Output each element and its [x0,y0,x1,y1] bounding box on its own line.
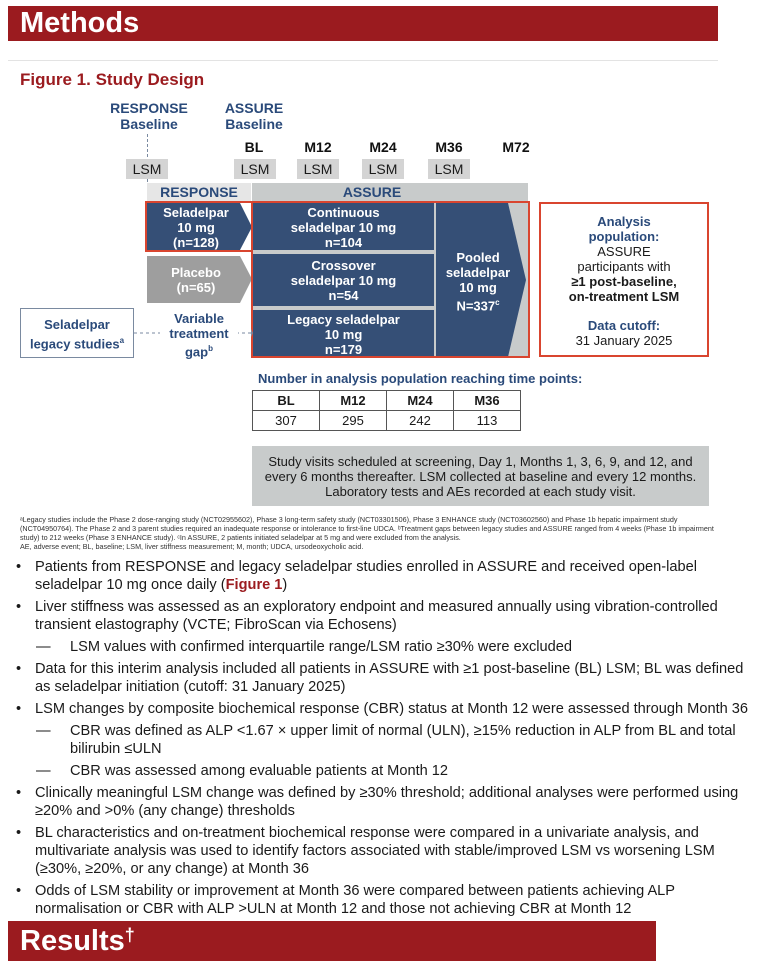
response-baseline-label: RESPONSE Baseline [110,100,188,132]
treatment-gap-label: Variable treatment gap$^b$ [160,311,238,359]
table-cell: 113 [454,411,521,431]
lsm-marker-bl: LSM [234,159,276,179]
legacy-studies-box: Seladelpar legacy studies$^a$ [20,308,134,358]
methods-bullets [14,558,754,922]
sub-bullet-item: — CBR was defined as ALP <1.67 × upper limit of normal (ULN), ≥15% reduction in ALP from BL and total bilirubin ≤ULN [36,723,736,757]
sub-bullet-item: — LSM values with confirmed interquartile range/LSM ratio ≥30% were excluded [36,639,573,655]
table-cell: 295 [320,411,387,431]
bullet-item: • Liver stiffness was assessed as an exploratory endpoint and measured annually using vibration-controlled transient elastography (VCTE; FibroScan via Echosens) [16,599,718,633]
continuous-arm-label: Continuous seladelpar 10 mg n=104 [290,205,397,250]
timepoint-m36: M36 [435,139,463,155]
bullet-item: • BL characteristics and on-treatment biochemical response were compared in a univariate analysis, and multivariate analysis was used to identify factors associated with stable/improved LSM vs worsening LSM (≥30%, ≥20%, or any change) at Month 36 [16,825,715,877]
methods-header: Methods [8,6,718,41]
figure-footnotes: ᵃLegacy studies include the Phase 2 dose-ranging study (NCT02955602), Phase 3 long-term safety study (NCT03301506), Phase 3 ENHANCE study (NCT03602560) and Phase 1b hepatic impairment study (NCT04950764). The Phase 2 and 3 parent studies required an inadequate response or intolerance to first-line UDCA. ᵇTreatment gaps between legacy studies and ASSURE ranged from 4 weeks (Phase 1b impairment study) to 212 weeks (Phase 3 ENHANCE study). ᶜIn ASSURE, 2 patients initiated seladelpar at 5 mg and were excluded from the analysis. AE, adverse event; BL, baseline; LSM, liver stiffness measurement; M, month; UDCA, ursodeoxycholic acid. [20,515,714,551]
timepoint-m24: M24 [369,139,397,155]
table-header: M12 [320,391,387,411]
figure-1-reference[interactable]: Figure 1 [225,577,283,593]
table-header: M36 [454,391,521,411]
pooled-arm-label: Pooled seladelpar 10 mg $N=337^c$ [445,250,511,314]
response-header: RESPONSE [147,183,251,201]
table-title: Number in analysis population reaching time points: [258,371,583,386]
table-header-row [253,391,521,411]
placebo-arm-label: Placebo (n=65) [171,265,221,295]
lsm-marker-m12: LSM [297,159,339,179]
lsm-marker-response-bl: LSM [126,159,168,179]
bullet-item: • LSM changes by composite biochemical response (CBR) status at Month 12 were assessed through Month 36 [16,701,749,717]
bullet-item: • Odds of LSM stability or improvement at Month 36 were compared between patients achieving ALP normalisation or CBR with ALP >ULN at Month 12 and those not achieving CBR at Month 12 [16,883,675,917]
bullet-item: • Patients from RESPONSE and legacy seladelpar studies enrolled in ASSURE and received open-label seladelpar 10 mg once daily (Figure 1) [16,559,697,593]
lsm-marker-m36: LSM [428,159,470,179]
timepoint-table [252,390,521,431]
table-row [253,411,521,431]
analysis-title: Analysis population: [588,214,660,244]
timepoint-m72: M72 [502,139,530,155]
crossover-arm-label: Crossover seladelpar 10 mg n=54 [290,258,397,303]
table-cell: 242 [387,411,454,431]
table-cell: 307 [253,411,320,431]
legacy-arm-label: Legacy seladelpar 10 mg n=179 [287,312,400,357]
table-header: BL [253,391,320,411]
bullet-item: • Clinically meaningful LSM change was defined by ≥30% threshold; additional analyses were performed using ≥20% and >0% (any change) thresholds [16,785,739,819]
bullet-item: • Data for this interim analysis included all patients in ASSURE with ≥1 post-baseline (BL) LSM; BL was defined as seladelpar initiation (cutoff: 31 January 2025) [16,661,744,695]
table-header: M24 [387,391,454,411]
timepoint-m12: M12 [304,139,332,155]
results-header: Results† [8,921,656,961]
sub-bullet-item: — CBR was assessed among evaluable patients at Month 12 [36,763,449,779]
timepoint-bl: BL [244,139,264,155]
assure-header: ASSURE [342,184,402,200]
analysis-population-box: Analysis population: ASSURE participants with ≥1 post-baseline, on-treatment LSM Data cutoff: 31 January 2025 [539,202,709,357]
lsm-marker-m24: LSM [362,159,404,179]
study-visits-box: Study visits scheduled at screening, Day 1, Months 1, 3, 6, 9, and 12, and every 6 months thereafter. LSM collected at baseline and every 12 months. Laboratory tests and AEs recorded at each study visit. [252,446,709,506]
figure-title: Figure 1. Study Design [20,70,205,89]
assure-baseline-label: ASSURE Baseline [224,100,284,132]
seladelpar-arm-label: Seladelpar 10 mg (n=128) [163,205,229,250]
